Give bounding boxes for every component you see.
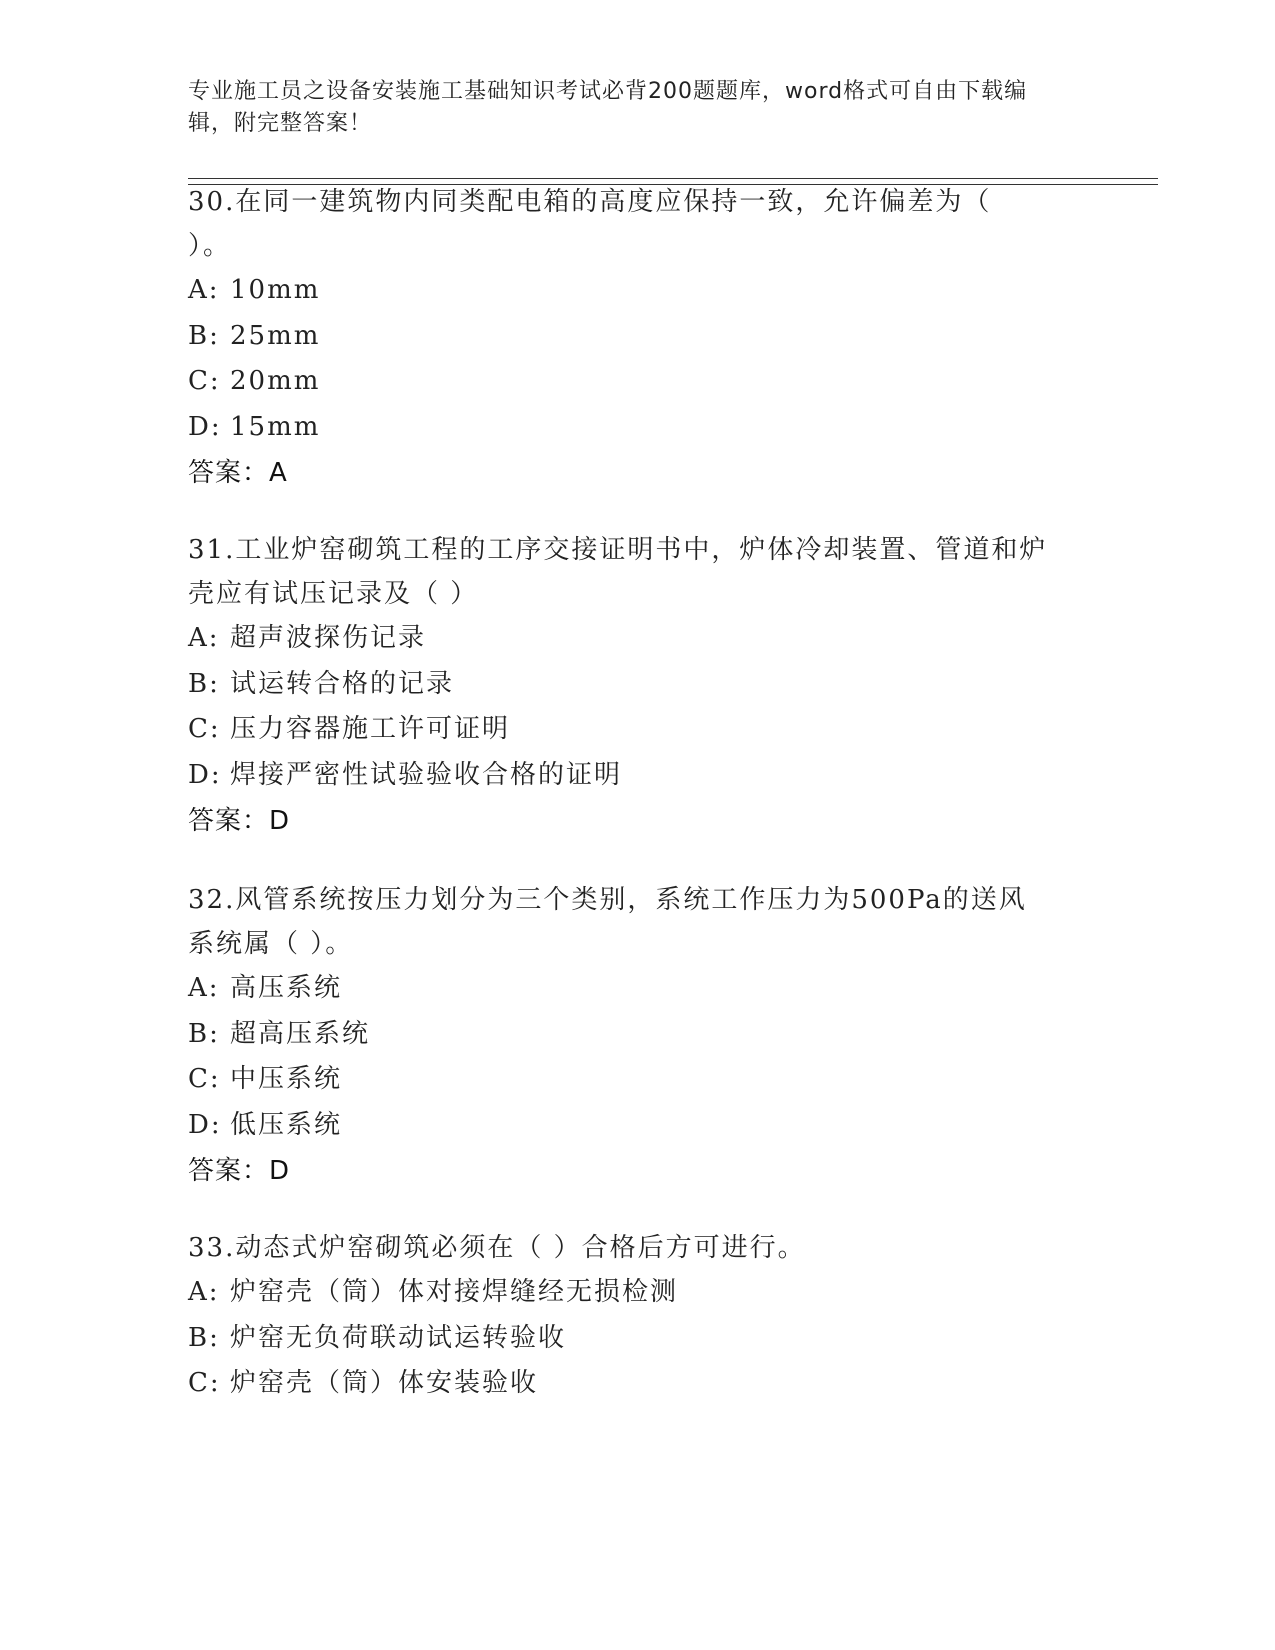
question-31: [188, 528, 1048, 844]
option-a: A: 炉窑壳（筒）体对接焊缝经无损检测: [188, 1277, 679, 1307]
answer-label: 答案：D: [188, 806, 291, 836]
option-b: B: 超高压系统: [188, 1018, 371, 1049]
option-a: A: 高压系统: [188, 973, 343, 1003]
question-text: 32.风管系统按压力划分为三个类别，系统工作压力为500Pa的送风系统属（ ）。: [188, 885, 1027, 959]
option-d: D: 低压系统: [188, 1109, 343, 1140]
question-text: 30.在同一建筑物内同类配电箱的高度应保持一致，允许偏差为（ ）。: [188, 187, 992, 261]
option-d: D: 15mm: [188, 411, 321, 442]
option-d: D: 焊接严密性试验验收合格的证明: [188, 759, 623, 790]
option-b: B: 试运转合格的记录: [188, 668, 455, 699]
option-a: A: 10mm: [188, 275, 321, 305]
question-32: [188, 878, 1048, 1194]
question-text: 31.工业炉窑砌筑工程的工序交接证明书中，炉体冷却装置、管道和炉壳应有试压记录及（ ）: [188, 535, 1048, 609]
document-header: 专业施工员之设备安装施工基础知识考试必背200题题库，word格式可自由下载编辑，附完整答案！: [188, 79, 1028, 136]
question-33: [188, 1226, 1088, 1407]
option-c: C: 中压系统: [188, 1064, 343, 1094]
document-page: [188, 0, 1158, 1650]
option-c: C: 压力容器施工许可证明: [188, 714, 511, 744]
question-text: 33.动态式炉窑砌筑必须在（ ）合格后方可进行。: [188, 1233, 806, 1263]
question-30: [188, 180, 1023, 496]
option-c: C: 炉窑壳（筒）体安装验收: [188, 1368, 539, 1398]
answer-label: 答案：D: [188, 1156, 291, 1186]
option-b: B: 25mm: [188, 320, 321, 351]
option-a: A: 超声波探伤记录: [188, 623, 427, 653]
answer-label: 答案：A: [188, 458, 288, 488]
option-c: C: 20mm: [188, 366, 321, 396]
option-b: B: 炉窑无负荷联动试运转验收: [188, 1322, 567, 1353]
